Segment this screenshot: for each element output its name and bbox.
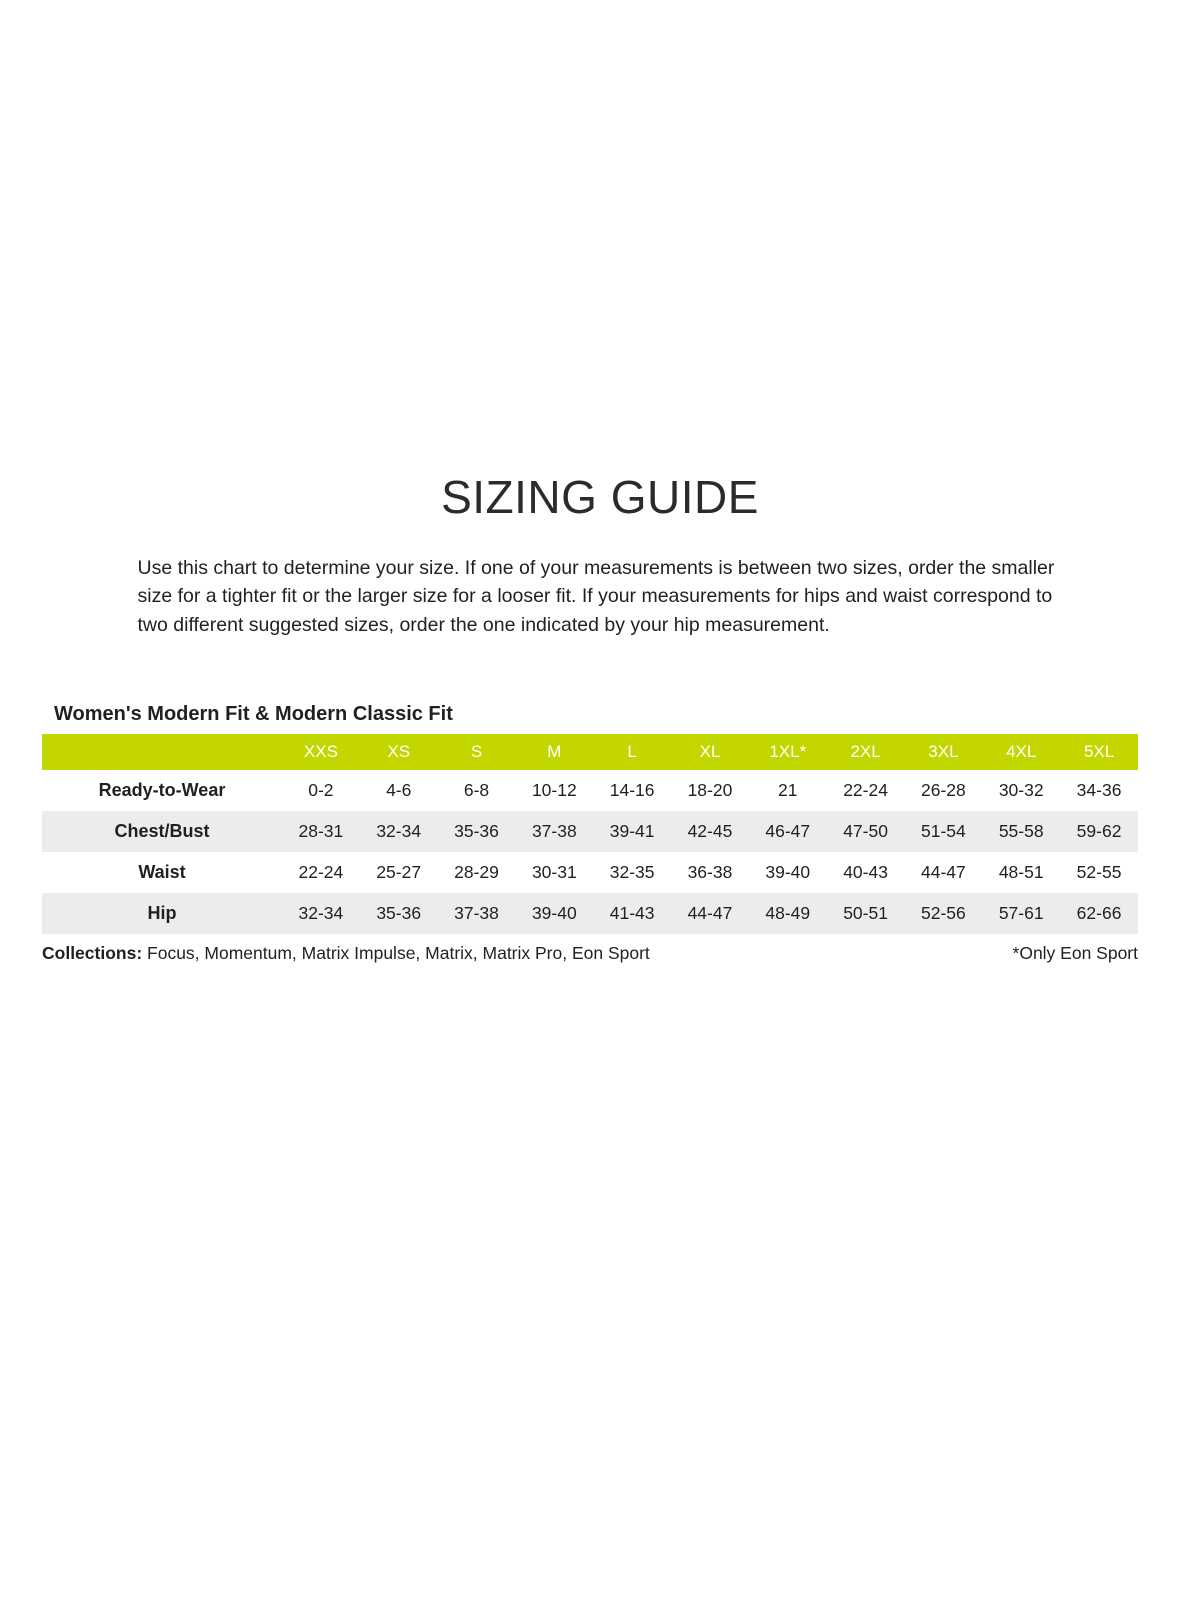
- header-cell-4xl: 4XL: [1006, 741, 1037, 761]
- row-label: Waist: [138, 861, 186, 882]
- table-row-waist: [42, 852, 1138, 893]
- table-cell: 28-31: [298, 820, 344, 841]
- intro-text: Use this chart to determine your size. If one of your measurements is between two sizes, order the smaller size for a tighter fit or the larger size for a looser fit. If your measurements for hips and waist correspond to two different suggested sizes, order the one indicated by your hip measurement.: [137, 557, 1055, 636]
- header-cell-l: L: [627, 741, 637, 761]
- table-row-ready-to-wear: [42, 770, 1138, 811]
- table-cell: 39-40: [531, 902, 577, 923]
- table-cell: 21: [778, 779, 798, 800]
- table-cell: 52-56: [921, 902, 966, 923]
- table-row-chest-bust: [42, 811, 1138, 852]
- page-title: SIZING GUIDE: [441, 471, 759, 523]
- footnote: *Only Eon Sport: [1012, 942, 1138, 963]
- header-cell-m: M: [547, 741, 562, 761]
- table-cell: 55-58: [998, 820, 1044, 841]
- row-label: Ready-to-Wear: [98, 779, 226, 800]
- header-cell-1xl: 1XL*: [769, 741, 807, 761]
- row-label: Chest/Bust: [114, 820, 210, 841]
- table-cell: 35-36: [376, 902, 422, 923]
- header-cell-xl: XL: [699, 741, 721, 761]
- table-cell: 32-35: [609, 861, 655, 882]
- table-cell: 46-47: [765, 820, 811, 841]
- table-cell: 14-16: [609, 779, 655, 800]
- size-chart-section: [42, 703, 1138, 964]
- table-cell: 10-12: [531, 779, 577, 800]
- table-cell: 37-38: [531, 820, 577, 841]
- table-cell: 32-34: [298, 902, 344, 923]
- header-cell-s: S: [470, 741, 483, 761]
- table-cell: 35-36: [454, 820, 499, 841]
- table-cell: 48-51: [998, 861, 1044, 882]
- table-cell: 32-34: [376, 820, 422, 841]
- table-cell: 28-29: [454, 861, 499, 882]
- collections-label: Collections:: [42, 942, 143, 963]
- row-label: Hip: [147, 902, 177, 923]
- collections-note: [42, 943, 650, 964]
- table-cell: 30-32: [998, 779, 1044, 800]
- table-cell: 59-62: [1076, 820, 1122, 841]
- size-table-header-row: [42, 734, 1138, 770]
- table-row-hip: [42, 893, 1138, 934]
- table-cell: 51-54: [921, 820, 966, 841]
- header-cell-xs: XS: [387, 741, 411, 761]
- table-cell: 39-41: [609, 820, 655, 841]
- table-cell: 40-43: [843, 861, 888, 882]
- header-cell-2xl: 2XL: [850, 741, 881, 761]
- table-cell: 39-40: [765, 861, 811, 882]
- table-cell: 47-50: [843, 820, 888, 841]
- table-cell: 57-61: [998, 902, 1044, 923]
- header-cell-5xl: 5XL: [1083, 741, 1115, 761]
- table-cell: 0-2: [308, 779, 334, 800]
- table-cell: 18-20: [687, 779, 733, 800]
- table-cell: 25-27: [376, 861, 422, 882]
- size-table: [42, 734, 1138, 934]
- table-cell: 41-43: [609, 902, 655, 923]
- table-cell: 34-36: [1076, 779, 1122, 800]
- header-cell-xxs: XXS: [303, 741, 338, 761]
- table-cell: 44-47: [921, 861, 966, 882]
- table-cell: 62-66: [1076, 902, 1122, 923]
- table-cell: 36-38: [687, 861, 733, 882]
- table-cell: 6-8: [463, 779, 490, 800]
- table-cell: 22-24: [843, 779, 888, 800]
- table-cell: 50-51: [843, 902, 888, 923]
- collections-list: Focus, Momentum, Matrix Impulse, Matrix, Matrix Pro, Eon Sport: [142, 942, 650, 963]
- table-cell: 52-55: [1076, 861, 1122, 882]
- table-cell: 37-38: [454, 902, 499, 923]
- header-cell-3xl: 3XL: [928, 741, 959, 761]
- table-cell: 26-28: [921, 779, 966, 800]
- table-cell: 30-31: [531, 861, 577, 882]
- section-heading: Women's Modern Fit & Modern Classic Fit: [54, 702, 453, 725]
- table-cell: 48-49: [765, 902, 811, 923]
- table-cell: 22-24: [298, 861, 344, 882]
- table-cell: 42-45: [687, 820, 733, 841]
- table-cell: 4-6: [386, 779, 412, 800]
- header-cell-label-spacer: [42, 734, 282, 770]
- table-footer: [42, 943, 1138, 964]
- table-cell: 44-47: [687, 902, 733, 923]
